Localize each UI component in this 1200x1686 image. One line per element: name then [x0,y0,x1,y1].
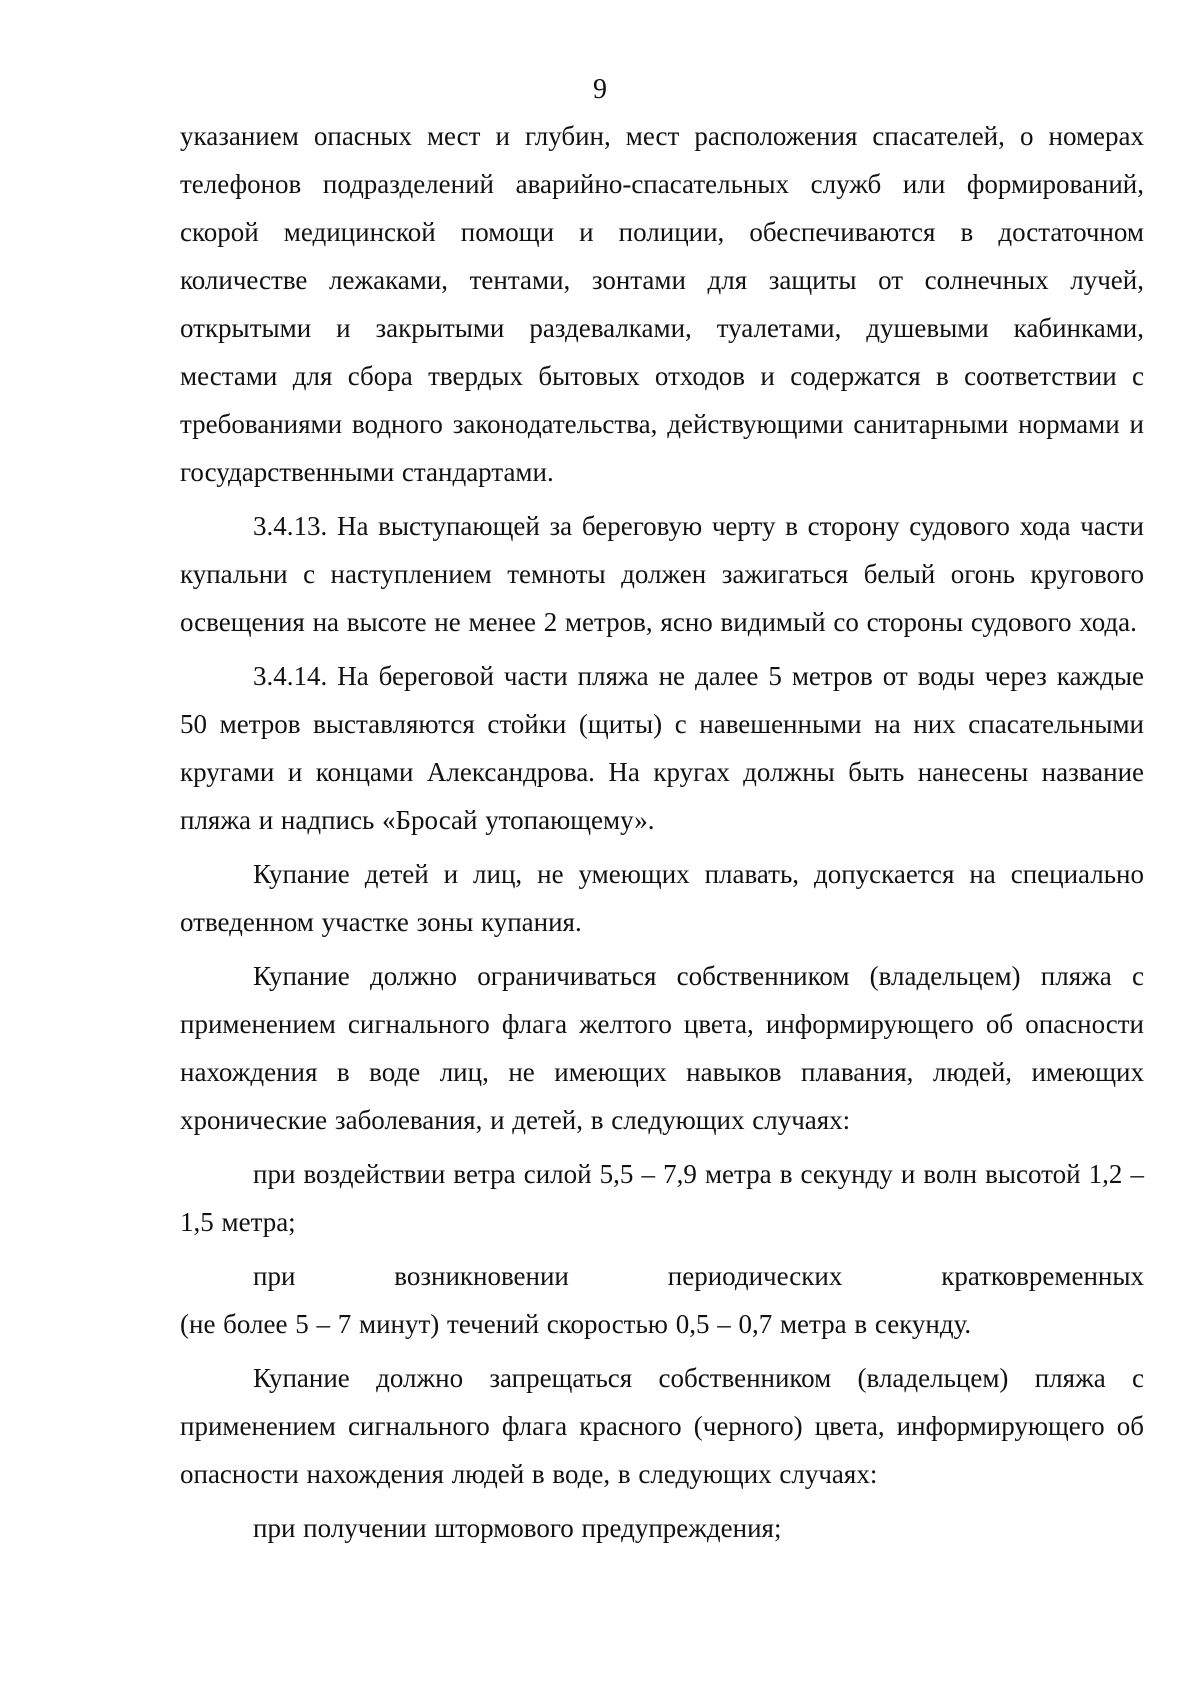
list-item-currents-line2: (не более 5 – 7 минут) течений скоростью 0,5 – 0,7 метра в секунду. [180,1309,972,1339]
paragraph-children-bathing: Купание детей и лиц, не умеющих плавать, допускается на специально отведенном участке зоны купания. [180,859,1144,937]
list-item-currents-line1: при возникновении периодических кратковременных [253,1261,1144,1291]
list-item-wind-waves: при воздействии ветра силой 5,5 – 7,9 метра в секунду и волн высотой 1,2 – 1,5 метра; [180,1159,1144,1237]
paragraph-continuation: указанием опасных мест и глубин, мест расположения спасателей, о номерах телефонов подразделений аварийно-спасательных служб или формирований, скорой медицинской помощи и полиции, обеспечиваются в достаточном количестве лежаками, тентами, зонтами для защиты от солнечных лучей, открытыми и закрытыми раздевалками, туалетами, душевыми кабинками, местами для сбора твердых бытовых отходов и содержатся в соответствии с требованиями водного законодательства, действующими санитарными нормами и государственными стандартами. [180,121,1144,487]
paragraph-bathing-prohibited: Купание должно запрещаться собственником (владельцем) пляжа с применением сигнального флага красного (черного) цвета, информирующего об опасности нахождения людей в воде, в следующих случаях: [180,1363,1144,1489]
paragraph-3-4-14: 3.4.14. На береговой части пляжа не далее 5 метров от воды через каждые 50 метров выставляются стойки (щиты) с навешенными на них спасательными кругами и концами Александрова. На кругах должны быть нанесены название пляжа и надпись «Бросай утопающему». [180,661,1144,835]
list-item-storm-warning: при получении штормового предупреждения; [253,1513,782,1543]
paragraph-bathing-restricted: Купание должно ограничиваться собственником (владельцем) пляжа с применением сигнального флага желтого цвета, информирующего об опасности нахождения в воде лиц, не имеющих навыков плавания, людей, имеющих хронические заболевания, и детей, в следующих случаях: [180,961,1144,1135]
paragraph-3-4-13: 3.4.13. На выступающей за береговую черту в сторону судового хода части купальни с наступлением темноты должен зажигаться белый огонь кругового освещения на высоте не менее 2 метров, ясно видимый со стороны судового хода. [180,511,1144,637]
page-number: 9 [593,74,607,105]
document-body [180,112,1144,1552]
